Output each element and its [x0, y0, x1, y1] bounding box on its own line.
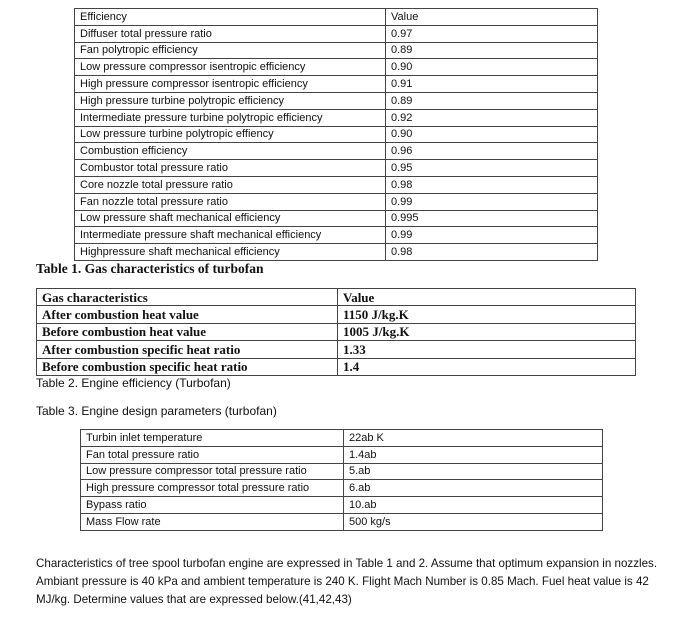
parameter-cell: Combustion efficiency [75, 143, 386, 160]
table-row [75, 244, 598, 261]
parameter-cell: High pressure compressor isentropic efficiency [75, 76, 386, 93]
table2-caption: Table 2. Engine efficiency (Turbofan) [36, 376, 231, 390]
table-row [75, 210, 598, 227]
parameter-cell: After combustion specific heat ratio [37, 341, 338, 358]
value-cell: 0.95 [386, 160, 598, 177]
table-row [75, 227, 598, 244]
design-parameters-table [80, 429, 603, 531]
table-row [75, 76, 598, 93]
parameter-cell: High pressure compressor total pressure ratio [81, 480, 344, 497]
table-row [81, 513, 603, 530]
problem-statement: Characteristics of tree spool turbofan engine are expressed in Table 1 and 2. Assume that optimum expansion in nozzles. Ambiant pressure is 40 kPa and ambient temperature is 240 K. Flight Mach Number is 0.85 Mach. Fuel heat value is 42 MJ/kg. Determine values that are expressed below.(41,42,43) [36, 557, 658, 606]
parameter-cell: Mass Flow rate [81, 513, 344, 530]
table-row [81, 430, 603, 447]
design-parameters-table-body [81, 430, 603, 531]
value-cell: 6.ab [344, 480, 603, 497]
gas-characteristics-table-body [37, 289, 636, 376]
table-row [81, 480, 603, 497]
value-cell: 5.ab [344, 463, 603, 480]
parameter-cell: Intermediate pressure turbine polytropic efficiency [75, 109, 386, 126]
table-row [75, 176, 598, 193]
value-cell: 0.90 [386, 59, 598, 76]
header-cell: Value [338, 289, 636, 306]
parameter-cell: Fan total pressure ratio [81, 446, 344, 463]
header-cell: Gas characteristics [37, 289, 338, 306]
table-row [75, 25, 598, 42]
value-cell: 10.ab [344, 497, 603, 514]
parameter-cell: Fan polytropic efficiency [75, 42, 386, 59]
parameter-cell: High pressure turbine polytropic efficiency [75, 92, 386, 109]
value-cell: 0.99 [386, 227, 598, 244]
table-row [37, 323, 636, 340]
parameter-cell: Intermediate pressure shaft mechanical efficiency [75, 227, 386, 244]
value-cell: 0.98 [386, 244, 598, 261]
table-row [75, 126, 598, 143]
parameter-cell: Fan nozzle total pressure ratio [75, 193, 386, 210]
efficiency-table [74, 8, 598, 261]
parameter-cell: Combustor total pressure ratio [75, 160, 386, 177]
table-row [75, 193, 598, 210]
table-row [75, 59, 598, 76]
table-row [37, 341, 636, 358]
value-cell: 1.4ab [344, 446, 603, 463]
header-cell: Value [386, 9, 598, 26]
parameter-cell: Highpressure shaft mechanical efficiency [75, 244, 386, 261]
value-cell: 0.89 [386, 42, 598, 59]
table-row [81, 497, 603, 514]
table-header-row [37, 289, 636, 306]
parameter-cell: Diffuser total pressure ratio [75, 25, 386, 42]
table-row [75, 42, 598, 59]
header-cell: Efficiency [75, 9, 386, 26]
parameter-cell: Before combustion heat value [37, 323, 338, 340]
value-cell: 0.92 [386, 109, 598, 126]
value-cell: 22ab K [344, 430, 603, 447]
table-row [75, 143, 598, 160]
value-cell: 0.89 [386, 92, 598, 109]
parameter-cell: Turbin inlet temperature [81, 430, 344, 447]
table-row [75, 109, 598, 126]
table-row [81, 463, 603, 480]
value-cell: 0.91 [386, 76, 598, 93]
parameter-cell: Bypass ratio [81, 497, 344, 514]
table3-caption: Table 3. Engine design parameters (turbofan) [36, 404, 277, 418]
table-row [81, 446, 603, 463]
value-cell: 1.33 [338, 341, 636, 358]
efficiency-table-body [75, 9, 598, 261]
value-cell: 0.97 [386, 25, 598, 42]
table1-caption: Table 1. Gas characteristics of turbofan [36, 261, 264, 276]
value-cell: 500 kg/s [344, 513, 603, 530]
parameter-cell: Low pressure shaft mechanical efficiency [75, 210, 386, 227]
value-cell: 1005 J/kg.K [338, 323, 636, 340]
parameter-cell: Low pressure compressor total pressure ratio [81, 463, 344, 480]
table-row [75, 160, 598, 177]
value-cell: 1.4 [338, 358, 636, 375]
parameter-cell: Core nozzle total pressure ratio [75, 176, 386, 193]
value-cell: 1150 J/kg.K [338, 306, 636, 323]
table-row [75, 92, 598, 109]
parameter-cell: Low pressure compressor isentropic efficiency [75, 59, 386, 76]
value-cell: 0.90 [386, 126, 598, 143]
value-cell: 0.995 [386, 210, 598, 227]
gas-characteristics-table [36, 288, 636, 376]
parameter-cell: Before combustion specific heat ratio [37, 358, 338, 375]
value-cell: 0.99 [386, 193, 598, 210]
parameter-cell: Low pressure turbine polytropic effiency [75, 126, 386, 143]
table-row [37, 306, 636, 323]
table-row [37, 358, 636, 375]
value-cell: 0.96 [386, 143, 598, 160]
value-cell: 0.98 [386, 176, 598, 193]
parameter-cell: After combustion heat value [37, 306, 338, 323]
table-header-row [75, 9, 598, 26]
